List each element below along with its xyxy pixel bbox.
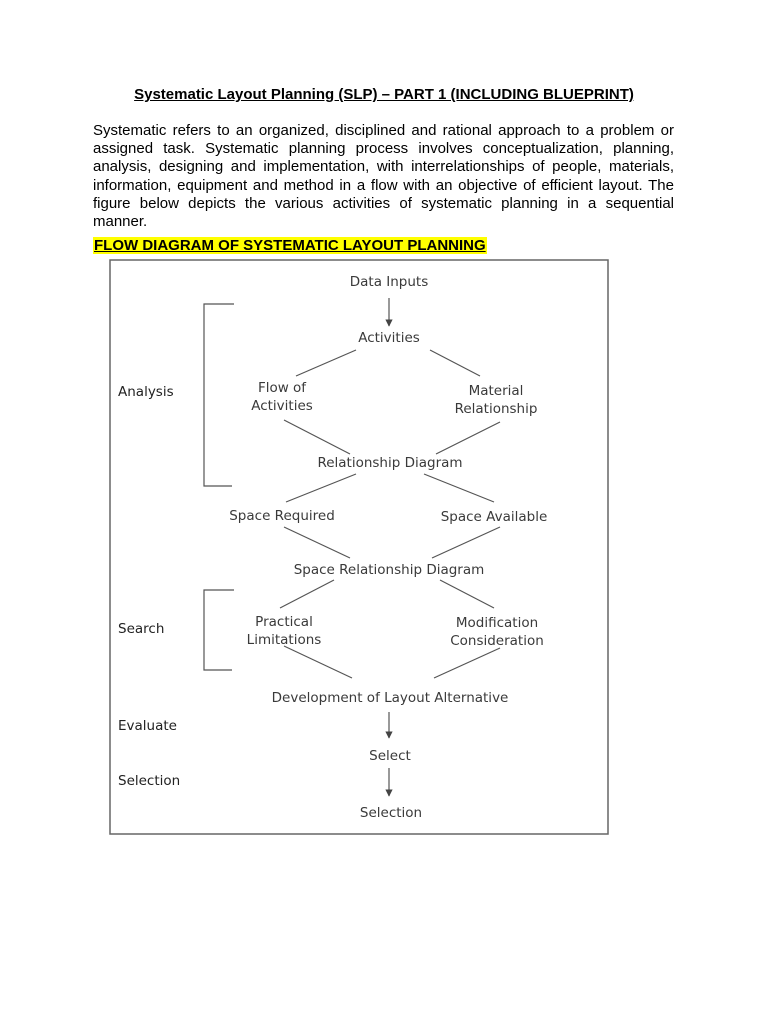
node-development-of-layout-alternative: Development of Layout Alternative [271, 690, 509, 706]
connector-space-relationship-to-practical [280, 580, 334, 608]
side-label-selection: Selection [118, 773, 181, 789]
node-flow-of-activities-line-1: Flow of [257, 380, 307, 396]
node-flow-of-activities [251, 379, 313, 415]
connector-activities-to-material [430, 350, 480, 376]
page-title: Systematic Layout Planning (SLP) – PART 1 (INCLUDING BLUEPRINT) [134, 86, 634, 103]
side-label-evaluate: Evaluate [118, 718, 177, 734]
connector-modification-to-development [434, 648, 500, 678]
connector-activities-to-flow [296, 350, 356, 376]
node-practical-limitations-line-1: Practical [255, 614, 313, 630]
node-modification-consideration [450, 614, 544, 650]
connector-space-required-to-space-relationship [284, 527, 350, 558]
section-heading: FLOW DIAGRAM OF SYSTEMATIC LAYOUT PLANNING [94, 237, 486, 254]
node-practical-limitations-line-2: Limitations [246, 632, 322, 648]
node-modification-consideration-line-2: Consideration [450, 633, 544, 649]
connector-space-relationship-to-modification [440, 580, 494, 608]
node-material-relationship [455, 382, 538, 418]
node-modification-consideration-line-1: Modification [455, 615, 539, 631]
connector-relationship-diagram-to-space-required [286, 474, 356, 502]
side-label-search: Search [118, 621, 165, 637]
node-space-available: Space Available [440, 509, 548, 525]
intro-paragraph: Systematic refers to an organized, disciplined and rational approach to a problem or assigned task. Systematic planning process involves conceptualization, planning, analysis, designing and implementation, with interrelationships of people, materials, information, equipment and method in a flow with an objective of efficient layout. The figure below depicts the various activities of systematic planning in a sequential manner. [93, 122, 674, 231]
side-label-analysis: Analysis [118, 384, 174, 400]
connector-material-to-relationship-diagram [436, 422, 500, 454]
node-material-relationship-line-2: Relationship [454, 401, 538, 417]
slp-flow-diagram [108, 258, 610, 836]
node-activities: Activities [358, 330, 420, 346]
node-relationship-diagram: Relationship Diagram [317, 455, 463, 471]
bracket-search [204, 590, 234, 670]
node-select: Select [369, 748, 411, 764]
connector-practical-to-development [284, 646, 352, 678]
connector-flow-to-relationship-diagram [284, 420, 350, 454]
connector-space-available-to-space-relationship [432, 527, 500, 558]
bracket-analysis [204, 304, 234, 486]
node-data-inputs: Data Inputs [349, 274, 429, 290]
connector-relationship-diagram-to-space-available [424, 474, 494, 502]
node-selection: Selection [359, 805, 423, 821]
node-material-relationship-line-1: Material [468, 383, 524, 399]
node-space-relationship-diagram: Space Relationship Diagram [293, 562, 485, 578]
node-practical-limitations [247, 613, 322, 649]
node-flow-of-activities-line-2: Activities [251, 398, 313, 414]
node-space-required: Space Required [229, 508, 335, 524]
